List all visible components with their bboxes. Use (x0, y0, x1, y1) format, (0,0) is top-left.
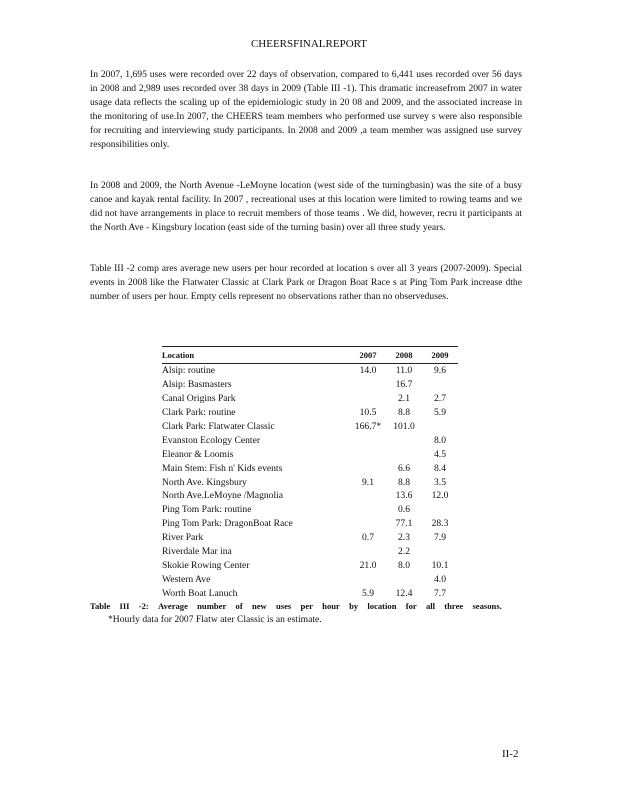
table-row (162, 558, 458, 572)
caption-word: Average (158, 601, 188, 611)
value-cell-2009: 28.3 (431, 518, 449, 530)
caption-word: per (300, 601, 313, 611)
table-row (162, 447, 458, 461)
value-cell-2009: 7.9 (434, 532, 446, 544)
value-cell-2008: 2.3 (398, 532, 410, 544)
value-cell-2009: 4.0 (434, 573, 446, 585)
table-row (162, 475, 458, 489)
value-cell-2009: 12.0 (431, 490, 449, 502)
column-header-location: Location (162, 347, 350, 364)
table-row (162, 545, 458, 559)
table-row (162, 378, 458, 392)
table-header-row (162, 347, 458, 364)
table-row (162, 517, 458, 531)
value-cell-2008: 77.1 (395, 518, 413, 530)
table-row (162, 461, 458, 475)
table-row (162, 392, 458, 406)
value-cell-2007 (350, 461, 386, 475)
value-cell-2007 (350, 489, 386, 503)
table-row (162, 572, 458, 586)
caption-word: location (367, 601, 397, 611)
location-cell: North Ave.LeMoyne /Magnolia (162, 490, 284, 502)
value-cell-2007 (350, 392, 386, 406)
caption-word: -2: (138, 601, 149, 611)
table-row (162, 420, 458, 434)
value-cell-2009: 9.6 (434, 365, 446, 377)
column-header-2008: 2008 (386, 347, 422, 364)
location-cell: Eleanor & Loomis (162, 448, 234, 460)
caption-word: new (251, 601, 267, 611)
value-cell-2007 (350, 433, 386, 447)
caption-word: for (405, 601, 417, 611)
value-cell-2009: 7.7 (434, 587, 446, 599)
location-cell: Ping Tom Park: DragonBoat Race (162, 518, 293, 530)
table-row (162, 364, 458, 378)
value-cell-2009: 3.5 (434, 476, 446, 488)
value-cell-2009 (422, 545, 458, 559)
value-cell-2007 (350, 503, 386, 517)
value-cell-2007: 14.0 (359, 365, 377, 377)
value-cell-2007: 166.7* (354, 421, 382, 432)
value-cell-2009 (422, 420, 458, 434)
value-cell-2009: 4.5 (434, 448, 446, 460)
location-cell: Main Stem: Fish n' Kids events (162, 462, 283, 474)
location-cell: Clark Park: Flatwater Classic (162, 421, 275, 432)
value-cell-2007: 0.7 (362, 532, 374, 544)
location-cell: Alsip: routine (162, 365, 216, 377)
caption-word: all (425, 601, 436, 611)
value-cell-2007 (350, 378, 386, 392)
caption-word: three (444, 601, 464, 611)
value-cell-2007: 9.1 (362, 476, 374, 488)
table-row (162, 433, 458, 447)
location-cell: Western Ave (162, 573, 211, 585)
caption-word: of (235, 601, 243, 611)
table-caption (90, 601, 502, 611)
value-cell-2007 (350, 572, 386, 586)
value-cell-2007: 5.9 (362, 587, 374, 599)
value-cell-2008 (386, 572, 422, 586)
value-cell-2008: 11.0 (395, 365, 413, 377)
value-cell-2009: 5.9 (434, 407, 446, 419)
table-row (162, 503, 458, 517)
paragraph-north-avenue: In 2008 and 2009, the North Avenue -LeMoyne location (west side of the turningbasin) was the site of a busy canoe and kayak rental facility. In 2007 , recreational uses at this location were limited to rowing teams and we did not have arrangements in place to recruit members of those teams . We did, however, recru it participants at the North Ave - Kingsbury location (east side of the turning basin) over all three study years. (90, 180, 522, 233)
location-cell: Ping Tom Park: routine (162, 504, 252, 516)
value-cell-2009: 8.0 (434, 434, 446, 446)
value-cell-2008 (386, 433, 422, 447)
location-cell: Canal Origins Park (162, 393, 236, 405)
location-cell: River Park (162, 532, 204, 544)
users-per-hour-table (162, 346, 458, 600)
value-cell-2008: 101.0 (393, 421, 415, 432)
location-cell: Clark Park: routine (162, 407, 236, 419)
location-cell: Evanston Ecology Center (162, 434, 261, 446)
value-cell-2009 (422, 503, 458, 517)
location-cell: North Ave. Kingsbury (162, 476, 247, 488)
table-row (162, 406, 458, 420)
table-body (162, 364, 458, 601)
column-header-2009: 2009 (422, 347, 458, 364)
caption-word: number (197, 601, 227, 611)
location-cell: Riverdale Mar ina (162, 546, 232, 558)
value-cell-2009: 2.7 (434, 393, 446, 405)
caption-word: seasons. (472, 601, 502, 611)
value-cell-2008: 12.4 (395, 587, 413, 599)
paragraph-water-usage: In 2007, 1,695 uses were recorded over 22 days of observation, compared to 6,441 uses recorded over 56 days in 2008 and 2,989 uses recorded over 38 days in 2009 (Table III -1). This dramatic increasefrom 2007 in water usage data reflects the scaling up of the epidemiologic study in 20 08 and 2009, and the associated increase in the monitoring of use.In 2007, the CHEERS team members who performed use survey s were also responsible for recruiting and interviewing study participants. In 2008 and 2009 ,a team member was assigned use survey responsibilities only. (90, 69, 522, 150)
value-cell-2008: 13.6 (395, 490, 413, 502)
table-footnote: *Hourly data for 2007 Flatw ater Classic is an estimate. (108, 614, 322, 625)
value-cell-2008: 16.7 (395, 379, 413, 391)
value-cell-2009: 10.1 (431, 559, 449, 571)
caption-word: III (119, 601, 130, 611)
value-cell-2007 (350, 447, 386, 461)
location-cell: Alsip: Basmasters (162, 379, 232, 391)
value-cell-2007: 21.0 (359, 559, 377, 571)
page-number: II-2 (502, 748, 519, 760)
value-cell-2007 (350, 517, 386, 531)
table-row (162, 586, 458, 600)
caption-word: hour (322, 601, 340, 611)
value-cell-2007: 10.5 (359, 407, 377, 419)
caption-word: Table (90, 601, 111, 611)
paragraph-table-intro: Table III -2 comp ares average new users per hour recorded at location s over all 3 years (2007-2009). Special events in 2008 like the Flatwater Classic at Clark Park or Dragon Boat Race s at Ping Tom Park increase dthe number of users per hour. Empty cells represent no observations rather than no observeduses. (90, 263, 522, 302)
value-cell-2009: 8.4 (434, 462, 446, 474)
value-cell-2008: 6.6 (398, 462, 410, 474)
location-cell: Skokie Rowing Center (162, 559, 250, 571)
table-row (162, 489, 458, 503)
table-row (162, 531, 458, 545)
value-cell-2007 (350, 545, 386, 559)
value-cell-2008: 8.0 (398, 559, 410, 571)
caption-word: uses (275, 601, 292, 611)
value-cell-2008: 2.1 (398, 393, 410, 405)
value-cell-2009 (422, 378, 458, 392)
value-cell-2008: 0.6 (398, 504, 410, 516)
value-cell-2008 (386, 447, 422, 461)
value-cell-2008: 2.2 (398, 546, 410, 558)
report-title: CHEERSFINALREPORT (250, 38, 368, 50)
value-cell-2008: 8.8 (398, 476, 410, 488)
caption-word: by (349, 601, 359, 611)
value-cell-2008: 8.8 (398, 407, 410, 419)
location-cell: Worth Boat Lanuch (162, 587, 238, 599)
column-header-2007: 2007 (350, 347, 386, 364)
